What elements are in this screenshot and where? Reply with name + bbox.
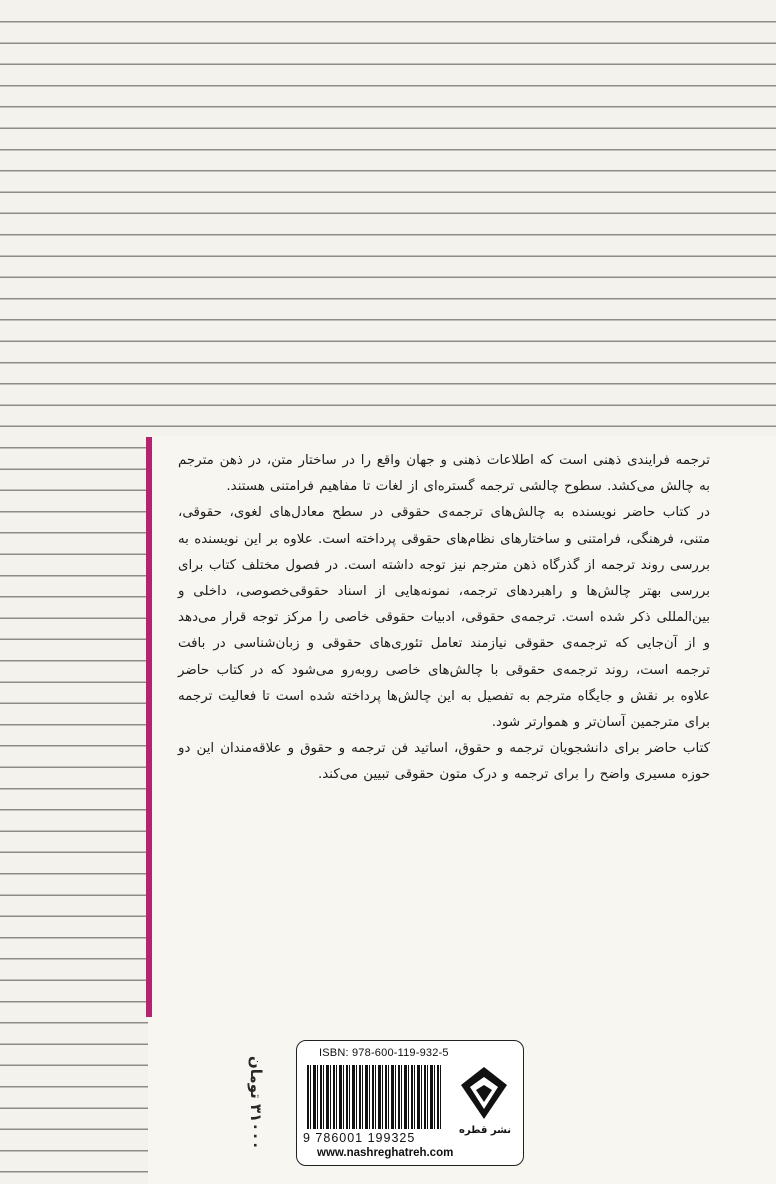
barcode-number: 9 786001 199325 <box>303 1131 416 1145</box>
description-paragraph-1: ترجمه فرایندی ذهنی است که اطلاعات ذهنی و جهان واقع را در ساختار متن، در ذهن مترجم به چالش می‌کشد. سطوح چالشی ترجمه گستره‌ای از لغات تا مفاهیم فرامتنی هستند. <box>178 453 710 495</box>
price-label: ۳۱۰۰۰ تومان <box>247 1056 265 1150</box>
barcode-box <box>296 1040 524 1166</box>
accent-bar <box>146 437 152 1017</box>
book-description <box>178 448 710 789</box>
description-paragraph-2: در کتاب حاضر نویسنده به چالش‌های ترجمه‌ی حقوقی در سطح معادل‌های لغوی، حقوقی، متنی، فرهنگی، فرامتنی و ساختارهای نظام‌های حقوقی پرداخته است. علاوه بر این نویسنده به بررسی روند ترجمه از گذرگاه ذهن مترجم نیز توجه داشته است. در فصول مختلف کتاب برای بررسی بهتر چالش‌ها و راهبردهای ترجمه، نمونه‌هایی از اسناد حقوقی‌خصوصی، داخلی و بین‌المللی ذکر شده است. ترجمه‌ی حقوقی، ادبیات حقوقی خاصی را مرکز توجه قرار می‌دهد و از آن‌جایی که ترجمه‌ی حقوقی نیازمند تعامل تئوری‌های حقوقی و زبان‌شناسی در بافت ترجمه است، روند ترجمه‌ی حقوقی با چالش‌های خاصی روبه‌رو می‌شود که در کتاب حاضر علاوه بر نقش و جایگاه مترجم به تفصیل به این چالش‌ها پرداخته شده است تا فعالیت ترجمه برای مترجمین آسان‌تر و هموارتر شود. <box>178 505 710 731</box>
publisher-name: نشر قطره <box>458 1125 512 1136</box>
isbn-text: ISBN: 978-600-119-932-5 <box>319 1047 449 1059</box>
barcode-icon <box>307 1065 441 1129</box>
publisher-website: www.nashreghatreh.com <box>317 1147 454 1159</box>
publisher-logo-icon <box>457 1065 511 1121</box>
description-paragraph-3: کتاب حاضر برای دانشجویان ترجمه و حقوق، اساتید فن ترجمه و حقوق و علاقه‌مندان این دو حوزه مسیری واضح را برای ترجمه و درک متون حقوقی تبیین می‌کند. <box>178 741 710 783</box>
